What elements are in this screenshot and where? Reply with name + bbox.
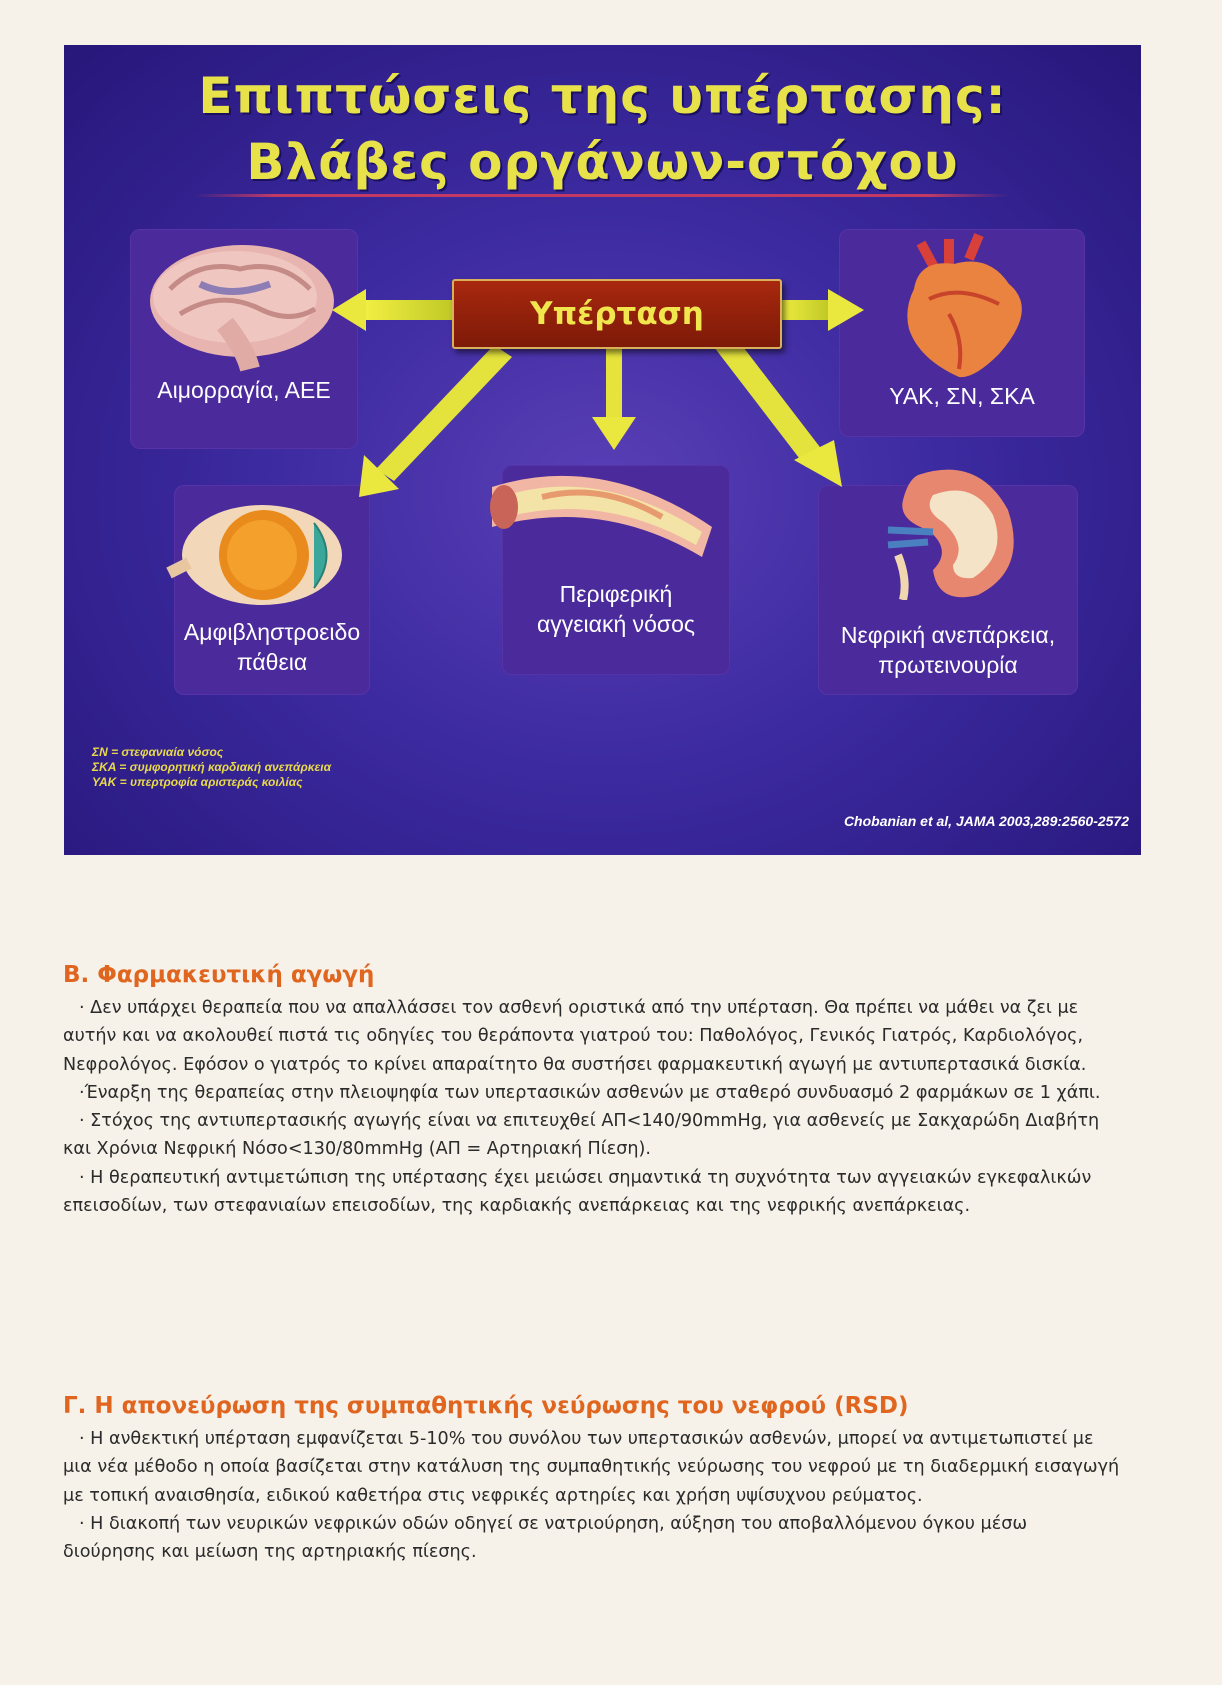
- legend-line: ΣΚΑ = συμφορητική καρδιακή ανεπάρκεια: [92, 760, 332, 774]
- section-b-paragraph: · Στόχος της αντιυπερτασικής αγωγής είναι να επιτευχθεί ΑΠ<140/90mmHg, για ασθενείς με Σακχαρώδη Διαβήτη και Χρόνια Νεφρική Νόσο<130/80mmHg (ΑΠ = Αρτηριακή Πίεση).: [63, 1111, 1100, 1160]
- section-b-paragraph: · Δεν υπάρχει θεραπεία που να απαλλάσσει τον ασθενή οριστικά από την υπέρταση. Θα πρέπει να μάθει να ζει με αυτήν και να ακολουθεί πιστά τις οδηγίες του θεράποντα γιατρού του: Παθολόγος, Γενικός Γιατρός, Καρδιολόγος, Νεφρολόγος. Εφόσον ο γιατρός το κρίνει απαραίτητο θα συστήσει φαρμακευτική αγωγή με αντιυπερτασικά δισκία.: [63, 998, 1087, 1075]
- section-c-paragraph: · Η διακοπή των νευρικών νεφρικών οδών οδηγεί σε νατριούρηση, αύξηση του αποβαλλόμενου όγκου μέσω διούρησης και μείωση της αρτηριακής πίεσης.: [63, 1513, 1028, 1563]
- slide-legend: [92, 745, 331, 790]
- arrow-to-brain: [332, 289, 454, 331]
- arrow-to-eye: [359, 345, 512, 497]
- panel-brain-label: Αιμορραγία, ΑΕΕ: [157, 377, 331, 403]
- arrow-to-kidney: [714, 335, 842, 487]
- arrow-to-heart: [778, 289, 864, 331]
- center-hypertension-box: Υπέρταση: [452, 279, 782, 349]
- arrows-layer: [64, 45, 1141, 855]
- panel-kidney-label-1: Νεφρική ανεπάρκεια,: [840, 622, 1056, 648]
- section-b-paragraph: · Η θεραπευτική αντιμετώπιση της υπέρτασης έχει μειώσει σημαντικά τη συχνότητα των αγγειακών εγκεφαλικών επεισοδίων, των στεφανιαίων επεισοδίων, της καρδιακής ανεπάρκειας και της νεφρικής ανεπάρκειας.: [63, 1167, 1092, 1217]
- arrow-to-artery: [592, 347, 636, 450]
- section-b-paragraph: ·Έναρξη της θεραπείας στην πλειοψηφία των υπερτασικών ασθενών με σταθερό συνδυασμό 2 φαρμάκων σε 1 χάπι.: [79, 1082, 1101, 1103]
- panel-heart-label: ΥΑΚ, ΣΝ, ΣΚΑ: [889, 383, 1035, 409]
- section-c-heading: Γ. Η απονεύρωση της συμπαθητικής νεύρωσης του νεφρού (RSD): [63, 1393, 909, 1419]
- slide-title-line1: Επιπτώσεις της υπέρτασης:: [198, 67, 1007, 125]
- panel-eye-label-2: πάθεια: [236, 649, 308, 675]
- legend-line: ΣΝ = στεφανιαία νόσος: [92, 745, 224, 759]
- legend-line: ΥΑΚ = υπερτροφία αριστεράς κοιλίας: [92, 775, 303, 789]
- slide-citation: Chobanian et al, JAMA 2003,289:2560-2572: [843, 813, 1129, 829]
- slide-figure: [64, 45, 1141, 855]
- section-rsd: [63, 1393, 1123, 1566]
- slide-title-line2: Βλάβες οργάνων-στόχου: [246, 133, 959, 191]
- panel-eye-label-1: Αμφιβληστροειδο: [183, 619, 361, 645]
- section-b-heading: Β. Φαρμακευτική αγωγή: [63, 962, 375, 988]
- section-c-paragraph: · Η ανθεκτική υπέρταση εμφανίζεται 5-10% του συνόλου των υπερτασικών ασθενών, μπορεί να αντιμετωπιστεί με μια νέα μέθοδο η οποία βασίζεται στην κατάλυση της συμπαθητικής νεύρωσης του νεφρού με τη διαδερμική εισαγωγή με τοπική αναισθησία, ειδικού καθετήρα στις νεφρικές αρτηρίες και χρήση υψίσυχνου ρεύματος.: [63, 1429, 1120, 1506]
- panel-kidney-label-2: πρωτεινουρία: [878, 652, 1018, 678]
- section-pharmacotherapy: [63, 962, 1123, 1220]
- panel-artery-label-1: Περιφερική: [559, 581, 673, 607]
- panel-artery-label-2: αγγειακή νόσος: [536, 611, 695, 637]
